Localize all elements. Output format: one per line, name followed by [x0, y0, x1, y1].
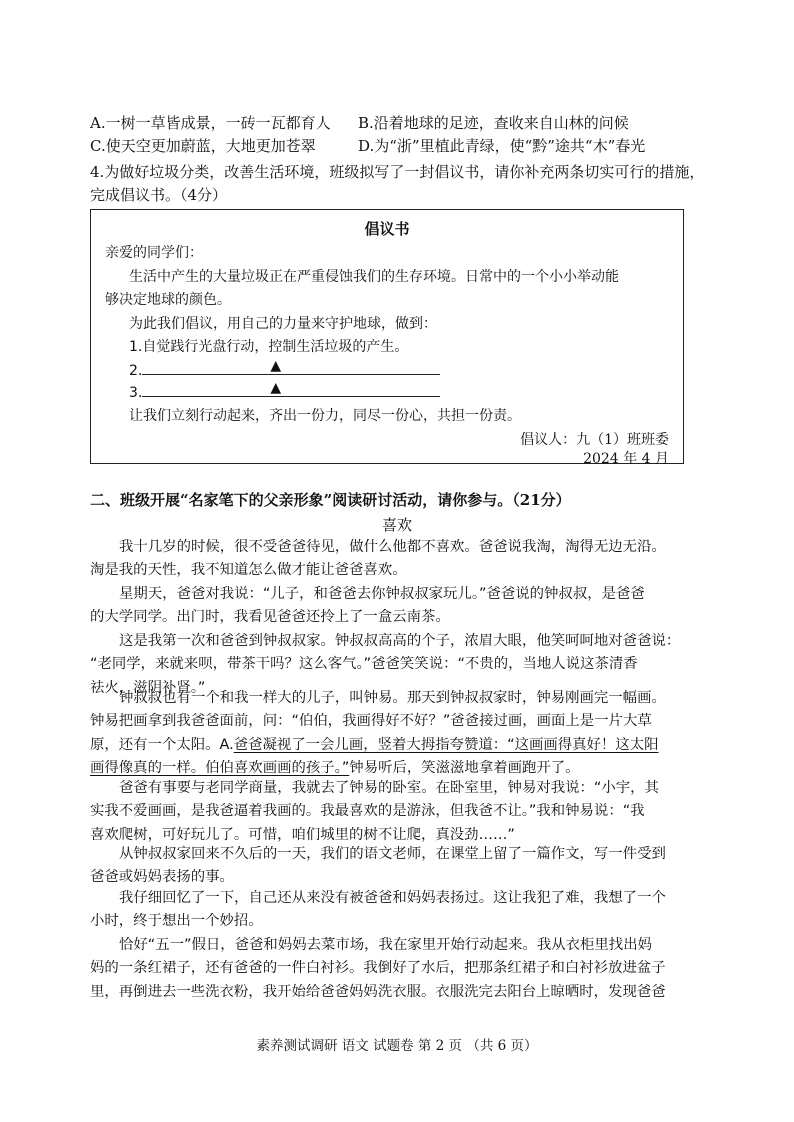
underlined-sentence-a: 爸爸凝视了一会儿画，竖着大拇指夸赞道：“这画画得真好！这太阳 — [233, 736, 659, 753]
item-2-number: 2. — [129, 363, 143, 379]
passage-paragraph — [90, 934, 702, 1004]
triangle-marker-icon: ▲ — [270, 380, 282, 396]
passage-line: 星期天，爸爸对我说：“儿子，和爸爸去你钟叔叔家玩儿。”爸爸说的钟叔叔，是爸爸 — [119, 586, 645, 602]
passage-line: 钟叔叔也有一个和我一样大的儿子，叫钟易。那天到钟叔叔家时，钟易刚画完一幅画。 — [119, 690, 666, 706]
passage-text: 原，还有一个太阳。A. — [90, 736, 234, 753]
passage-line: 从钟叔叔家回来不久后的一天，我们的语文老师，在课堂上留了一篇作文，写一件受到 — [119, 846, 666, 862]
passage-line: 我十几岁的时候，很不受爸爸待见，做什么他都不喜欢。爸爸说我淘，淘得无边无沿。 — [119, 539, 666, 555]
passage-line: “老同学，来就来呗，带茶干吗？这么客气。”爸爸笑笑说：“不贵的，当地人说这茶清香 — [90, 656, 638, 673]
proposal-paragraph-2: 为此我们倡议，用自己的力量来守护地球，做到： — [129, 316, 437, 332]
passage-line: 恰好“五一”假日，爸爸和妈妈去菜市场，我在家里开始行动起来。我从衣柜里找出妈 — [119, 937, 652, 953]
underlined-sentence-a-cont: 画得像真的一样。伯伯喜欢画画的孩子。” — [90, 760, 350, 777]
triangle-marker-icon: ▲ — [270, 358, 282, 374]
proposal-signer: 倡议人：九（1）班班委 — [520, 432, 669, 448]
passage-line: 的大学同学。出门时，我看见爸爸还拎上了一盒云南茶。 — [90, 609, 450, 626]
proposal-box — [90, 209, 684, 467]
passage-line: 淘是我的天性，我不知道怎么做才能让爸爸喜欢。 — [90, 562, 407, 579]
passage-paragraph — [90, 777, 702, 847]
passage-line: 里，再倒进去一些洗衣粉，我开始给爸爸妈妈洗衣服。衣服洗完去阳台上晾晒时，发现爸爸 — [90, 983, 666, 1000]
question-4-line-1: 4.为做好垃圾分类，改善生活环境，班级拟写了一封倡议书，请你补充两条切实可行的措施， — [90, 163, 705, 181]
passage-paragraph — [90, 583, 702, 630]
passage-line — [90, 734, 702, 757]
proposal-title: 倡议书 — [364, 220, 410, 238]
proposal-greeting: 亲爱的同学们： — [105, 245, 203, 261]
passage-line: 爸爸或妈妈表扬的事。 — [90, 869, 234, 886]
proposal-item-2 — [129, 360, 440, 381]
option-d: D.为“浙”里植此青绿，使“黔”途共“木”春光 — [358, 137, 646, 155]
answer-blank-2[interactable] — [142, 360, 440, 375]
question-4-line-2: 完成倡议书。（4分） — [90, 186, 228, 204]
section-2-heading: 二、班级开展“名家笔下的父亲形象”阅读研讨活动，请你参与。（21分） — [90, 491, 571, 509]
passage-line: 我仔细回忆了一下，自己还从来没有被爸爸和妈妈表扬过。这让我犯了难，我想了一个 — [119, 890, 666, 906]
option-c: C.使天空更加蔚蓝，大地更加苍翠 — [90, 137, 316, 155]
passage-line: 这是我第一次和爸爸到钟叔叔家。钟叔叔高高的个子，浓眉大眼，他笑呵呵地对爸爸说： — [119, 633, 681, 649]
proposal-paragraph-1a: 生活中产生的大量垃圾正在严重侵蚀我们的生存环境。日常中的一个小小举动能 — [129, 269, 619, 285]
passage-line: 钟易把画拿到我爸爸面前，问：“伯伯，我画得好不好？”爸爸接过画，画面上是一片大草 — [90, 713, 652, 730]
passage-paragraph — [90, 887, 702, 934]
passage-title: 喜欢 — [381, 516, 412, 534]
passage-line: 妈的一条红裙子，还有爸爸的一件白衬衫。我倒好了水后，把那条红裙子和白衬衫放进盆子 — [90, 960, 666, 977]
proposal-closing: 让我们立刻行动起来，齐出一份力，同尽一份心，共担一份责。 — [129, 408, 521, 424]
passage-line: 祛火，滋阴补肾。” — [90, 679, 206, 696]
proposal-item-3 — [129, 382, 440, 403]
proposal-item-1: 1.自觉践行光盘行动，控制生活垃圾的产生。 — [129, 339, 409, 355]
passage-line: 小时，终于想出一个妙招。 — [90, 913, 263, 930]
passage-line: 实我不爱画画，是我爸逼着我画的。我最喜欢的是游泳，但我爸不让。”我和钟易说：“我 — [90, 803, 645, 820]
passage-line: 喜欢爬树，可好玩儿了。可惜，咱们城里的树不让爬，真没劲……” — [90, 826, 515, 843]
passage-paragraph — [90, 687, 702, 781]
passage-text: 钟易听后，笑滋滋地拿着画跑开了。 — [349, 760, 580, 777]
passage-line: 爸爸有事要与老同学商量，我就去了钟易的卧室。在卧室里，钟易对我说：“小宇，其 — [119, 780, 659, 796]
passage-paragraph — [90, 536, 702, 583]
option-a: A.一树一草皆成景，一砖一瓦都育人 — [90, 114, 331, 132]
option-b: B.沿着地球的足迹，查收来自山林的问候 — [358, 114, 629, 132]
item-3-number: 3. — [129, 385, 143, 401]
page-footer: 素养测试调研 语文 试题卷 第 2 页 （共 6 页） — [256, 1038, 538, 1054]
passage-paragraph — [90, 843, 702, 890]
proposal-date: 2024 年 4 月 — [583, 451, 669, 467]
answer-blank-3[interactable] — [142, 382, 440, 397]
proposal-paragraph-1b: 够决定地球的颜色。 — [105, 292, 231, 308]
